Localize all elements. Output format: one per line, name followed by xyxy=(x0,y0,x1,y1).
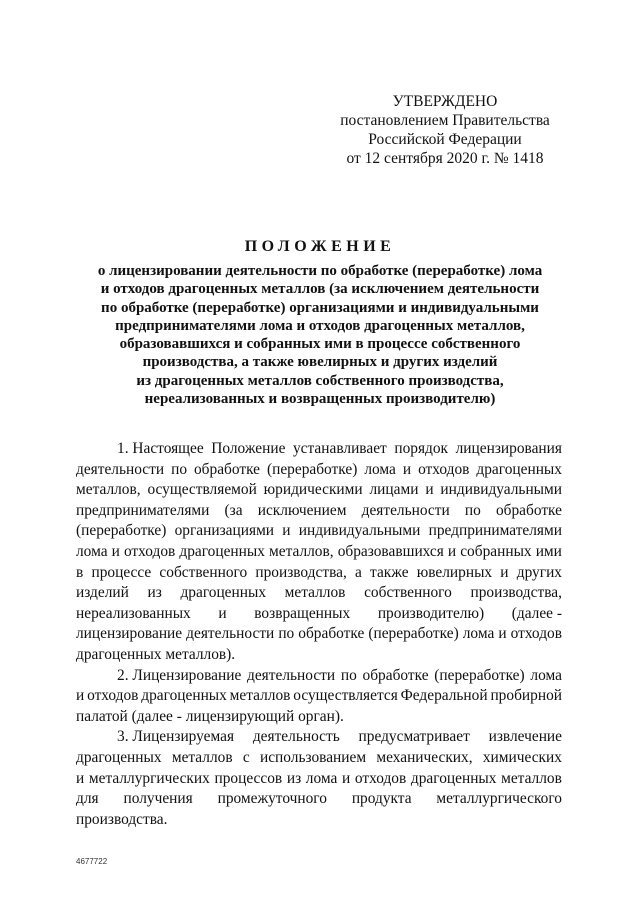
paragraph-3 xyxy=(76,727,562,830)
word: драгоценных xyxy=(180,584,267,602)
word: деятельности xyxy=(361,501,450,519)
word: Положение xyxy=(211,440,286,457)
word: металлов xyxy=(284,584,346,602)
word: химических xyxy=(482,748,562,766)
paragraph-line xyxy=(76,789,562,810)
word: драгоценных xyxy=(179,542,265,560)
word: металлов xyxy=(501,769,562,787)
word: металлов, xyxy=(76,481,141,499)
word: драгоценных xyxy=(410,769,497,787)
paragraph-line xyxy=(76,686,562,707)
word: драгоценных xyxy=(141,687,227,705)
word: процессов xyxy=(214,769,283,787)
word: лома xyxy=(305,769,338,787)
paragraph-line xyxy=(76,666,562,687)
word: по xyxy=(171,460,188,478)
word: металлов xyxy=(171,748,233,766)
word: и xyxy=(447,542,457,560)
paragraph-line xyxy=(76,645,562,666)
word: (далее - xyxy=(511,604,562,622)
word: и xyxy=(111,542,120,560)
word: предпринимателями xyxy=(428,522,562,540)
word: обработке xyxy=(495,501,562,519)
word: 2. Лицензирование xyxy=(117,666,242,684)
word: индивидуальными xyxy=(440,481,562,499)
word: собранных xyxy=(460,542,532,560)
paragraph-line xyxy=(76,563,562,584)
word: лома xyxy=(364,460,396,478)
word: и xyxy=(425,481,434,499)
word: производства, xyxy=(470,584,562,602)
word: металлов xyxy=(229,687,291,705)
word: лицензирования xyxy=(455,440,562,457)
word: лома xyxy=(530,666,562,684)
word: предпринимателями xyxy=(76,501,210,519)
word: извлечение xyxy=(488,728,562,746)
paragraph-line xyxy=(76,748,562,769)
word: отходов xyxy=(123,542,176,560)
word: а xyxy=(355,563,362,581)
subtitle-line: образовавшихся и собранных ими в процессе собственного xyxy=(119,336,521,353)
paragraph-line xyxy=(76,460,562,481)
word: и xyxy=(218,604,227,622)
word: обработке xyxy=(362,666,429,684)
word: металлов, xyxy=(269,542,334,560)
paragraph-line xyxy=(76,624,562,645)
word: по xyxy=(464,501,481,519)
word: драгоценных металлов). xyxy=(76,645,236,663)
word: 3. Лицензируемая xyxy=(117,728,235,746)
paragraph-line xyxy=(76,727,562,748)
word: палатой (далее - лицензирующий орган). xyxy=(76,707,344,725)
document-body xyxy=(76,439,562,830)
document-title: ПОЛОЖЕНИЕ xyxy=(244,238,396,255)
word: ими xyxy=(535,542,562,560)
word: индивидуальными xyxy=(298,522,421,540)
word: изделий xyxy=(76,584,129,602)
word: механических, xyxy=(376,748,473,766)
word: из xyxy=(147,584,162,602)
word: ювелирных xyxy=(416,563,493,581)
paragraph-line xyxy=(76,542,562,563)
word: и xyxy=(498,625,507,643)
paragraph-line xyxy=(76,769,562,790)
word: также xyxy=(370,563,409,581)
word: деятельности xyxy=(247,666,336,684)
word: продукта xyxy=(351,790,412,808)
word: и xyxy=(282,522,291,540)
word: устанавливает xyxy=(292,440,387,457)
subtitle-line: и отходов драгоценных металлов (за исключением деятельности xyxy=(100,281,540,298)
word: металлургических xyxy=(88,769,210,787)
word: и xyxy=(402,460,412,478)
word: деятельность xyxy=(252,728,340,746)
subtitle-line: о лицензировании деятельности по обработке (переработке) лома xyxy=(97,263,543,279)
approval-line-2: Российской Федерации xyxy=(368,131,522,148)
word: производства. xyxy=(76,810,168,828)
word: собственного xyxy=(159,563,248,581)
word: других xyxy=(516,563,562,581)
word: нереализованных xyxy=(76,604,191,622)
approval-heading: УТВЕРЖДЕНО xyxy=(392,93,498,110)
word: обработке xyxy=(298,625,365,643)
word: исключением xyxy=(257,501,347,519)
word: и xyxy=(500,563,509,581)
word: промежуточного xyxy=(217,790,327,808)
word: с xyxy=(242,748,250,766)
word: организациями xyxy=(174,522,275,540)
word: процессе xyxy=(91,563,152,581)
word: отходов xyxy=(418,460,470,478)
word: пробирной xyxy=(490,687,562,705)
word: (переработке) xyxy=(266,460,358,478)
word: использованием xyxy=(259,748,367,766)
paragraph-line xyxy=(76,480,562,501)
word: в xyxy=(76,563,84,581)
paragraph-2 xyxy=(76,666,562,728)
word: (переработке) xyxy=(76,522,167,540)
word: производства, xyxy=(255,563,347,581)
paragraph-line xyxy=(76,583,562,604)
word: деятельности xyxy=(76,460,165,478)
word: отходов xyxy=(354,769,407,787)
paragraph-line xyxy=(76,439,562,460)
word: осуществляемой xyxy=(147,481,257,499)
word: и xyxy=(76,769,85,787)
word: собственного xyxy=(364,584,452,602)
word: предусматривает xyxy=(358,728,470,746)
word: по xyxy=(278,625,295,643)
word: (переработке) xyxy=(434,666,525,684)
word: образовавшихся xyxy=(337,542,444,560)
word: и xyxy=(342,769,351,787)
subtitle-line: по обработке (переработке) организациями и индивидуальными xyxy=(101,299,539,316)
word: 1. Настоящее xyxy=(117,440,204,457)
paragraph-line xyxy=(76,707,562,728)
word: из xyxy=(286,769,302,787)
word: драгоценных xyxy=(476,460,562,478)
word: Федеральной xyxy=(400,687,488,705)
document-number: 4677722 xyxy=(76,857,108,866)
word: и xyxy=(76,687,85,705)
word: осуществляется xyxy=(293,687,398,705)
word: получения xyxy=(123,790,193,808)
document-subtitle xyxy=(0,262,640,408)
paragraph-line xyxy=(76,810,562,831)
word: деятельности xyxy=(186,625,275,643)
word: для xyxy=(76,790,99,808)
word: по xyxy=(340,666,357,684)
paragraph-line xyxy=(76,521,562,542)
subtitle-line: нереализованных и возвращенных производителю) xyxy=(144,391,496,408)
word: отходов xyxy=(87,687,139,705)
paragraph-line xyxy=(76,501,562,522)
paragraph-1 xyxy=(76,439,562,666)
word: отходов xyxy=(510,625,562,643)
approval-line-3: от 12 сентября 2020 г. № 1418 xyxy=(346,150,544,167)
word: обработке xyxy=(193,460,261,478)
approval-block xyxy=(330,92,560,168)
word: порядок xyxy=(394,440,449,457)
word: лицензирование xyxy=(76,625,183,643)
word: лома xyxy=(76,542,108,560)
subtitle-line: из драгоценных металлов собственного производства, xyxy=(136,372,504,389)
word: юридическими xyxy=(263,481,363,499)
word: (переработке) xyxy=(368,625,459,643)
subtitle-line: производства, а также ювелирных и других изделий xyxy=(142,354,498,371)
word: драгоценных xyxy=(76,748,162,766)
word: (за xyxy=(224,501,243,519)
paragraph-line xyxy=(76,604,562,625)
subtitle-line: предпринимателями лома и отходов драгоценных металлов, xyxy=(115,317,525,334)
word: возвращенных xyxy=(254,604,351,622)
word: лицами xyxy=(369,481,419,499)
word: металлургического xyxy=(436,790,562,808)
approval-line-1: постановлением Правительства xyxy=(340,112,550,129)
word: лома xyxy=(462,625,495,643)
word: производителю) xyxy=(377,604,485,622)
